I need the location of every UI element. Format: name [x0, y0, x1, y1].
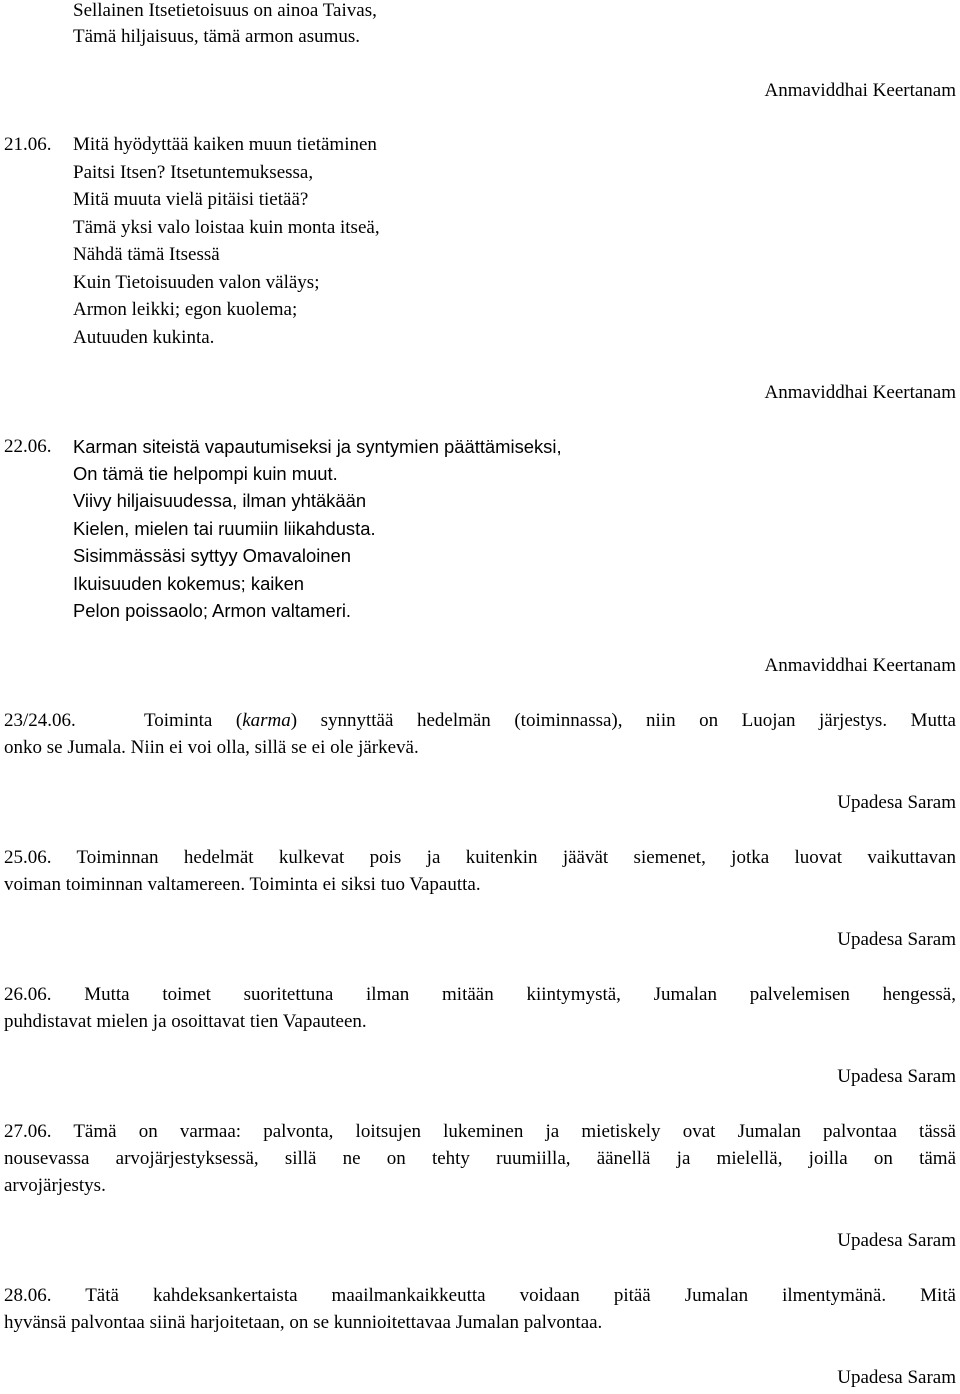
- paragraph-line: voiman toiminnan valtamereen. Toiminta ei siksi tuo Vapautta.: [4, 874, 481, 895]
- verse-line: Ikuisuuden kokemus; kaiken: [73, 573, 305, 594]
- paragraph-line: arvojärjestys.: [4, 1175, 106, 1196]
- verse-number: 23/24.06.: [4, 710, 76, 731]
- source-attribution: Upadesa Saram: [837, 1230, 956, 1251]
- paragraph-26: [4, 984, 956, 1033]
- paragraph-25: [4, 847, 956, 896]
- paragraph-line: 28.06. Tätä kahdeksankertaista maailmankaikkeutta voidaan pitää Jumalan ilmentymänä. Mitä: [4, 1285, 956, 1306]
- source-attribution: Upadesa Saram: [837, 792, 956, 813]
- paragraph-line: onko se Jumala. Niin ei voi olla, sillä se ei ole järkevä.: [4, 737, 419, 758]
- verse-line: Karman siteistä vapautumiseksi ja syntymien päättämiseksi,: [73, 436, 562, 457]
- paragraph-line: hyvänsä palvontaa siinä harjoitetaan, on se kunnioitettavaa Jumalan palvontaa.: [4, 1312, 603, 1333]
- verse-line: Armon leikki; egon kuolema;: [73, 299, 298, 320]
- paragraph-27: [4, 1121, 956, 1197]
- verse-line: Paitsi Itsen? Itsetuntemuksessa,: [73, 162, 314, 183]
- verse-line: Tämä hiljaisuus, tämä armon asumus.: [73, 26, 361, 47]
- verse-number: 21.06.: [4, 134, 52, 155]
- source-attribution: Anmaviddhai Keertanam: [764, 80, 956, 101]
- verse-line: Kielen, mielen tai ruumiin liikahdusta.: [73, 518, 376, 539]
- verse-line: Kuin Tietoisuuden valon väläys;: [73, 272, 320, 293]
- verse-line: Sisimmässäsi syttyy Omavaloinen: [73, 545, 351, 566]
- paragraph-28: [4, 1285, 956, 1334]
- verse-line: Viivy hiljaisuudessa, ilman yhtäkään: [73, 490, 367, 511]
- source-attribution: Upadesa Saram: [837, 929, 956, 950]
- verse-line: On tämä tie helpompi kuin muut.: [73, 463, 338, 484]
- paragraph-line: nousevassa arvojärjestyksessä, sillä ne on tehty ruumiilla, äänellä ja mielellä, joilla on tämä: [4, 1148, 956, 1169]
- paragraph-line: 26.06. Mutta toimet suoritettuna ilman mitään kiintymystä, Jumalan palvelemisen hengessä,: [4, 984, 956, 1005]
- paragraph-line: Toiminta (karma) synnyttää hedelmän (toiminnassa), niin on Luojan järjestys. Mutta: [144, 710, 956, 731]
- source-attribution: Anmaviddhai Keertanam: [764, 655, 956, 676]
- verse-line: Tämä yksi valo loistaa kuin monta itseä,: [73, 217, 380, 238]
- paragraph-line: 27.06. Tämä on varmaa: palvonta, loitsujen lukeminen ja mietiskely ovat Jumalan palvontaa tässä: [4, 1121, 956, 1142]
- verse-line: Autuuden kukinta.: [73, 327, 215, 348]
- paragraph-line: 25.06. Toiminnan hedelmät kulkevat pois ja kuitenkin jäävät siemenet, jotka luovat vaikuttavan: [4, 847, 956, 868]
- verse-line: Sellainen Itsetietoisuus on ainoa Taivas,: [73, 0, 377, 21]
- karma-term: karma: [242, 710, 291, 731]
- source-attribution: Upadesa Saram: [837, 1066, 956, 1087]
- verse-line: Mitä hyödyttää kaiken muun tietäminen: [73, 134, 377, 155]
- verse-line: Mitä muuta vielä pitäisi tietää?: [73, 189, 309, 210]
- paragraph-line: puhdistavat mielen ja osoittavat tien Vapauteen.: [4, 1011, 367, 1032]
- verse-number: 22.06.: [4, 436, 52, 457]
- verse-line: Nähdä tämä Itsessä: [73, 244, 220, 265]
- source-attribution: Anmaviddhai Keertanam: [764, 382, 956, 403]
- source-attribution: Upadesa Saram: [837, 1367, 956, 1388]
- verse-line: Pelon poissaolo; Armon valtameri.: [73, 600, 352, 621]
